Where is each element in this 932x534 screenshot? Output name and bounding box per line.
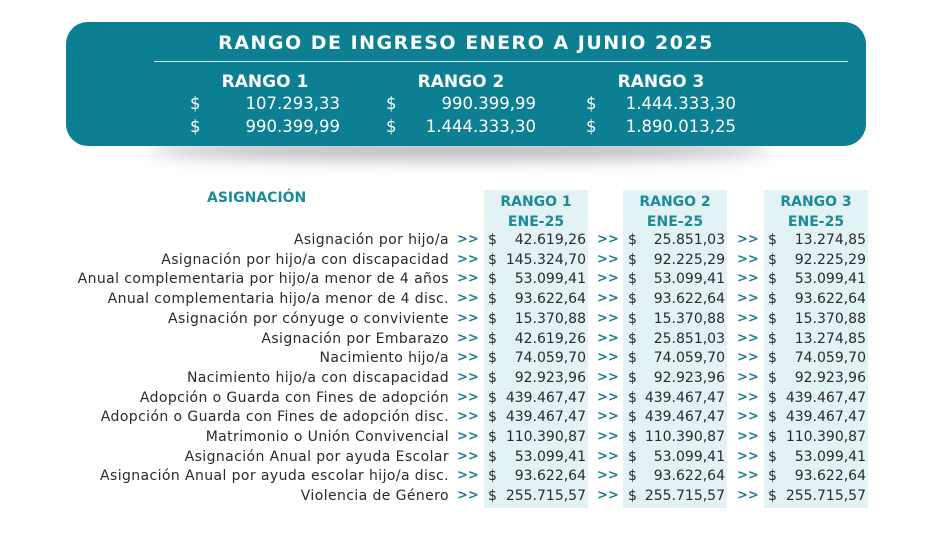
range-2-amount: 25.851,03 [653, 232, 725, 248]
double-arrow-icon: >> [457, 310, 479, 326]
allowance-label: Matrimonio o Unión Convivencial [205, 429, 449, 445]
range-2-amount: 93.622,64 [653, 468, 725, 485]
double-arrow-icon: >> [737, 350, 759, 366]
currency-symbol: $ [488, 488, 497, 505]
double-arrow-icon: >> [597, 409, 619, 425]
allowance-label: Asignación Anual por ayuda Escolar [184, 448, 449, 465]
range-1-label: RANGO 1 [221, 72, 309, 92]
table-row [0, 291, 932, 311]
allowance-label: Asignación por Embarazo [261, 330, 449, 347]
currency-symbol: $ [386, 117, 397, 136]
double-arrow-icon: >> [457, 291, 479, 307]
currency-symbol: $ [628, 369, 637, 386]
range-1-amount: 15.370,88 [514, 310, 586, 327]
double-arrow-icon: >> [597, 389, 619, 405]
double-arrow-icon: >> [597, 232, 619, 247]
table-row [0, 370, 932, 390]
range-2-label: RANGO 2 [417, 72, 505, 92]
range-3-amount: 93.622,64 [794, 291, 866, 308]
double-arrow-icon: >> [457, 251, 479, 267]
currency-symbol: $ [488, 330, 497, 347]
range-3-label: RANGO 3 [617, 72, 705, 92]
allowance-label: Nacimiento hijo/a [319, 350, 449, 367]
double-arrow-icon: >> [737, 251, 759, 267]
double-arrow-icon: >> [737, 369, 759, 385]
range-1-amount: 42.619,26 [514, 330, 586, 347]
range-2-amount: 25.851,03 [653, 330, 725, 347]
range-2-amount: 93.622,64 [653, 291, 725, 308]
allowance-label: Asignación por hijo/a con discapacidad [161, 251, 449, 268]
range-1-amount: 439.467,47 [505, 409, 586, 426]
double-arrow-icon: >> [737, 271, 759, 287]
currency-symbol: $ [488, 271, 497, 288]
double-arrow-icon: >> [457, 232, 479, 247]
double-arrow-icon: >> [457, 389, 479, 405]
table-row [0, 390, 932, 410]
range-3-from [586, 94, 736, 117]
range-2-from [386, 94, 536, 117]
currency-symbol: $ [628, 468, 637, 485]
banner-title: RANGO DE INGRESO ENERO A JUNIO 2025 [218, 32, 714, 54]
range-2-amount: 92.923,96 [653, 369, 725, 386]
range-2-to-value: 1.444.333,30 [425, 117, 536, 136]
double-arrow-icon: >> [737, 389, 759, 405]
range-3-amount: 92.923,96 [794, 369, 866, 386]
double-arrow-icon: >> [737, 488, 759, 504]
currency-symbol: $ [768, 330, 777, 347]
currency-symbol: $ [586, 117, 597, 136]
allowance-label: Anual complementaria hijo/a menor de 4 disc. [107, 291, 449, 308]
range-2-amount: 15.370,88 [653, 310, 725, 327]
range-2-column-range: RANGO 2 [639, 194, 711, 210]
double-arrow-icon: >> [457, 488, 479, 504]
range-2-amount: 255.715,57 [644, 488, 725, 505]
range-2-column-header [625, 192, 725, 232]
currency-symbol: $ [628, 429, 637, 445]
currency-symbol: $ [488, 251, 497, 268]
range-3-amount: 53.099,41 [794, 271, 866, 288]
range-1-amount: 145.324,70 [505, 251, 586, 268]
currency-symbol: $ [190, 117, 201, 136]
range-2-from-value: 990.399,99 [441, 94, 536, 113]
range-1-amount: 74.059,70 [514, 350, 586, 367]
currency-symbol: $ [628, 251, 637, 268]
allowance-label: Asignación por cónyuge o conviviente [168, 310, 449, 327]
double-arrow-icon: >> [597, 350, 619, 366]
currency-symbol: $ [768, 310, 777, 327]
range-2-amount: 53.099,41 [653, 271, 725, 288]
double-arrow-icon: >> [457, 330, 479, 346]
double-arrow-icon: >> [597, 291, 619, 307]
currency-symbol: $ [488, 468, 497, 485]
currency-symbol: $ [488, 310, 497, 327]
table-row [0, 331, 932, 351]
currency-symbol: $ [768, 389, 777, 406]
range-2-amount: 74.059,70 [653, 350, 725, 367]
range-1-amount: 53.099,41 [514, 271, 586, 288]
double-arrow-icon: >> [597, 271, 619, 287]
range-2-amount: 53.099,41 [653, 448, 725, 465]
range-2-amount: 439.467,47 [644, 389, 725, 406]
allowance-label: Anual complementaria por hijo/a menor de 4 años [77, 271, 449, 288]
double-arrow-icon: >> [457, 429, 479, 444]
range-1-amount: 92.923,96 [514, 369, 586, 386]
currency-symbol: $ [768, 448, 777, 465]
range-3-column-range: RANGO 3 [780, 194, 852, 210]
currency-symbol: $ [628, 448, 637, 465]
currency-symbol: $ [628, 291, 637, 308]
range-2-amount: 92.225,29 [653, 251, 725, 268]
allowance-label: Asignación por hijo/a [293, 232, 449, 248]
table-row [0, 468, 932, 488]
currency-symbol: $ [768, 271, 777, 288]
double-arrow-icon: >> [737, 330, 759, 346]
range-1-amount: 255.715,57 [505, 488, 586, 505]
range-1-column-range: RANGO 1 [500, 194, 572, 210]
currency-symbol: $ [768, 232, 777, 248]
double-arrow-icon: >> [737, 291, 759, 307]
currency-symbol: $ [628, 389, 637, 406]
currency-symbol: $ [768, 409, 777, 426]
double-arrow-icon: >> [737, 310, 759, 326]
double-arrow-icon: >> [597, 468, 619, 484]
currency-symbol: $ [488, 291, 497, 308]
currency-symbol: $ [628, 350, 637, 367]
table-row [0, 311, 932, 331]
allowance-label: Adopción o Guarda con Fines de adopción disc. [100, 409, 449, 426]
currency-symbol: $ [768, 369, 777, 386]
range-2-amount: 110.390,87 [644, 429, 725, 445]
range-1-amount: 93.622,64 [514, 468, 586, 485]
double-arrow-icon: >> [597, 330, 619, 346]
table-row [0, 350, 932, 370]
range-1-amount: 439.467,47 [505, 389, 586, 406]
range-1-to-value: 990.399,99 [245, 117, 340, 136]
range-1-from-value: 107.293,33 [245, 94, 340, 113]
currency-symbol: $ [768, 429, 777, 445]
range-1-block [190, 72, 340, 140]
double-arrow-icon: >> [737, 429, 759, 444]
range-2-block [386, 72, 536, 140]
double-arrow-icon: >> [597, 488, 619, 504]
range-1-amount: 93.622,64 [514, 291, 586, 308]
table-row [0, 429, 932, 449]
range-3-amount: 74.059,70 [794, 350, 866, 367]
currency-symbol: $ [488, 429, 497, 445]
table-row [0, 252, 932, 272]
currency-symbol: $ [628, 310, 637, 327]
double-arrow-icon: >> [457, 350, 479, 366]
range-1-column-period: ENE-25 [507, 214, 565, 230]
currency-symbol: $ [768, 251, 777, 268]
range-2-amount: 439.467,47 [644, 409, 725, 426]
double-arrow-icon: >> [457, 271, 479, 287]
range-3-to [586, 117, 736, 140]
table-row [0, 449, 932, 469]
banner-divider [154, 61, 848, 62]
double-arrow-icon: >> [737, 232, 759, 247]
double-arrow-icon: >> [457, 448, 479, 464]
table-row [0, 488, 932, 508]
range-3-to-value: 1.890.013,25 [625, 117, 736, 136]
double-arrow-icon: >> [457, 468, 479, 484]
currency-symbol: $ [768, 468, 777, 485]
range-3-amount: 110.390,87 [785, 429, 866, 445]
currency-symbol: $ [768, 488, 777, 505]
currency-symbol: $ [488, 389, 497, 406]
income-range-banner [66, 22, 866, 146]
double-arrow-icon: >> [737, 468, 759, 484]
currency-symbol: $ [628, 488, 637, 505]
double-arrow-icon: >> [597, 429, 619, 444]
range-3-amount: 439.467,47 [785, 389, 866, 406]
currency-symbol: $ [768, 291, 777, 308]
range-3-column-period: ENE-25 [787, 214, 845, 230]
range-1-amount: 110.390,87 [505, 429, 586, 445]
currency-symbol: $ [386, 94, 397, 113]
table-row [0, 409, 932, 429]
range-3-amount: 439.467,47 [785, 409, 866, 426]
currency-symbol: $ [488, 232, 497, 248]
currency-symbol: $ [488, 369, 497, 386]
range-2-column-period: ENE-25 [646, 214, 704, 230]
double-arrow-icon: >> [457, 409, 479, 425]
asignacion-header: ASIGNACIÓN [207, 190, 307, 206]
double-arrow-icon: >> [597, 448, 619, 464]
currency-symbol: $ [628, 271, 637, 288]
currency-symbol: $ [190, 94, 201, 113]
range-3-amount: 92.225,29 [794, 251, 866, 268]
double-arrow-icon: >> [597, 251, 619, 267]
double-arrow-icon: >> [597, 369, 619, 385]
range-3-block [586, 72, 736, 140]
currency-symbol: $ [768, 350, 777, 367]
allowance-label: Violencia de Género [300, 488, 449, 505]
allowance-label: Adopción o Guarda con Fines de adopción [139, 389, 449, 406]
double-arrow-icon: >> [737, 448, 759, 464]
range-1-amount: 53.099,41 [514, 448, 586, 465]
currency-symbol: $ [488, 350, 497, 367]
range-3-amount: 13.274,85 [794, 330, 866, 347]
range-1-to [190, 117, 340, 140]
table-row [0, 232, 932, 252]
currency-symbol: $ [628, 409, 637, 426]
double-arrow-icon: >> [597, 310, 619, 326]
range-1-from [190, 94, 340, 117]
currency-symbol: $ [628, 330, 637, 347]
currency-symbol: $ [628, 232, 637, 248]
table-row [0, 271, 932, 291]
range-3-amount: 255.715,57 [785, 488, 866, 505]
range-3-from-value: 1.444.333,30 [625, 94, 736, 113]
double-arrow-icon: >> [737, 409, 759, 425]
range-3-amount: 15.370,88 [794, 310, 866, 327]
currency-symbol: $ [488, 409, 497, 426]
currency-symbol: $ [488, 448, 497, 465]
range-3-amount: 13.274,85 [794, 232, 866, 248]
double-arrow-icon: >> [457, 369, 479, 385]
range-1-amount: 42.619,26 [514, 232, 586, 248]
range-2-to [386, 117, 536, 140]
range-3-amount: 93.622,64 [794, 468, 866, 485]
range-3-column-header [766, 192, 866, 232]
allowance-label: Asignación Anual por ayuda escolar hijo/a disc. [100, 468, 449, 485]
range-1-column-header [486, 192, 586, 232]
range-3-amount: 53.099,41 [794, 448, 866, 465]
allowance-label: Nacimiento hijo/a con discapacidad [186, 369, 449, 386]
currency-symbol: $ [586, 94, 597, 113]
